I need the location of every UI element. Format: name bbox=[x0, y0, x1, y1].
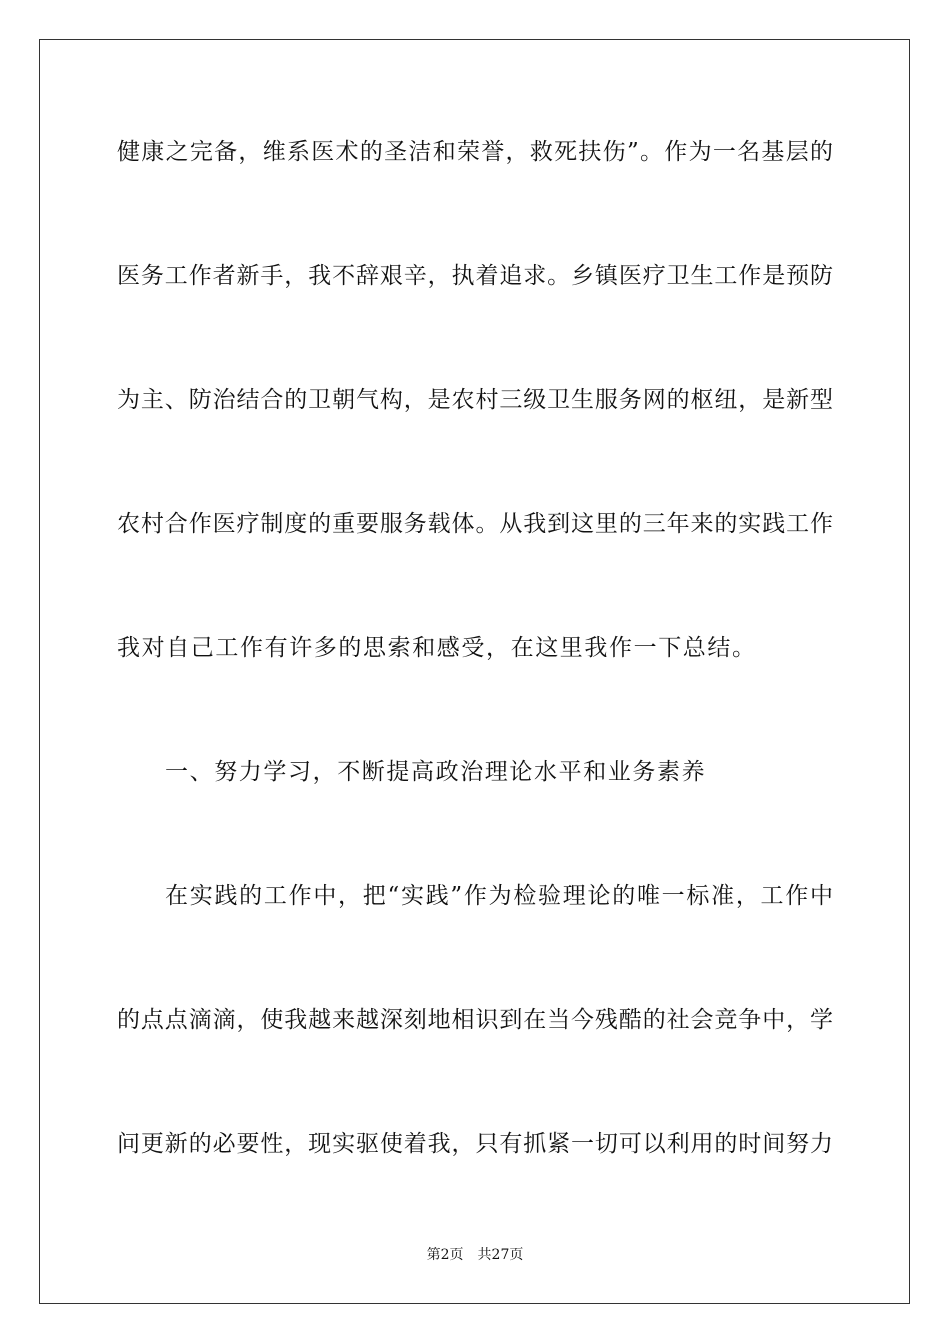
section-heading: 一、努力学习，不断提高政治理论水平和业务素养 bbox=[165, 759, 707, 785]
text-line: 的点点滴滴，使我越来越深刻地相识到在当今残酷的社会竞争中，学 bbox=[117, 1007, 833, 1033]
text-line: 健康之完备，维系医术的圣洁和荣誉，救死扶伤”。作为一名基层的 bbox=[117, 139, 833, 165]
page-footer bbox=[0, 1246, 950, 1264]
text-line: 医务工作者新手，我不辞艰辛，执着追求。乡镇医疗卫生工作是预防 bbox=[117, 263, 833, 289]
text-line: 在实践的工作中，把“实践”作为检验理论的唯一标准，工作中 bbox=[165, 883, 833, 909]
text-line: 我对自己工作有许多的思索和感受，在这里我作一下总结。 bbox=[117, 635, 757, 661]
page-number: 第2页 bbox=[426, 1247, 464, 1263]
total-pages: 共27页 bbox=[477, 1247, 524, 1263]
text-line: 农村合作医疗制度的重要服务载体。从我到这里的三年来的实践工作 bbox=[117, 511, 833, 537]
text-line: 问更新的必要性，现实驱使着我，只有抓紧一切可以利用的时间努力 bbox=[117, 1131, 833, 1157]
text-line: 为主、防治结合的卫朝气构，是农村三级卫生服务网的枢纽，是新型 bbox=[117, 387, 833, 413]
page-border bbox=[39, 39, 910, 1304]
